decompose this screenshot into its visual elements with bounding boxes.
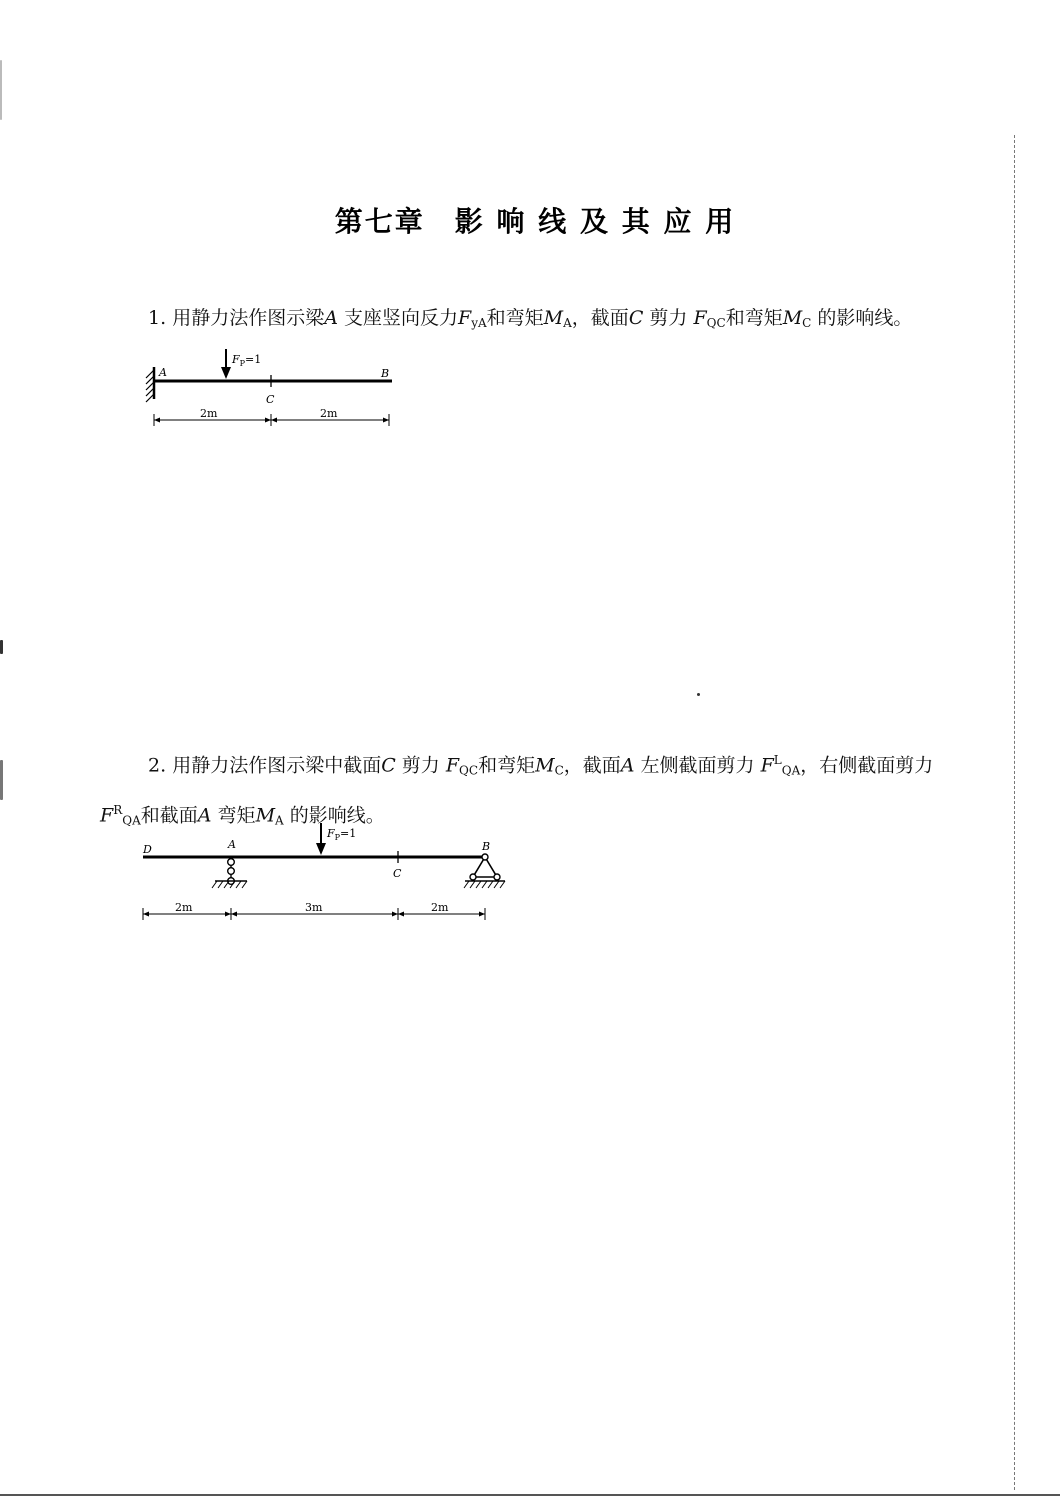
text: 左侧截面剪力	[640, 754, 755, 777]
symbol: M	[255, 804, 276, 827]
symbol: F	[693, 307, 707, 329]
label-D: D	[143, 843, 152, 856]
text: 剪力	[649, 307, 688, 329]
text: 支座竖向反力	[343, 307, 458, 329]
label-C: C	[266, 393, 275, 406]
subscript: A	[563, 316, 572, 330]
problem-1-beam-diagram	[140, 345, 410, 440]
problem-1-text	[148, 298, 998, 343]
pin-support-B	[464, 854, 505, 888]
roller-support-A	[212, 859, 247, 888]
symbol: F	[458, 307, 472, 329]
text: ，截面	[563, 754, 621, 777]
text: 和弯矩	[486, 307, 544, 329]
symbol: C	[381, 754, 396, 777]
scan-speck	[0, 760, 3, 800]
text: 用静力法作图示梁中截面	[172, 754, 382, 777]
text: 和弯矩	[478, 754, 536, 777]
text: 剪力	[401, 754, 440, 777]
label-A: A	[228, 838, 236, 851]
text: 用静力法作图示梁	[172, 307, 325, 329]
label-B: B	[482, 840, 491, 853]
text: 弯矩	[217, 804, 256, 827]
label-C: C	[393, 867, 402, 880]
superscript: L	[773, 753, 782, 767]
problem-number: 1.	[148, 307, 167, 329]
dim-AC: 2m	[200, 407, 218, 420]
dim-AC: 3m	[305, 901, 323, 914]
subscript: QA	[122, 813, 141, 828]
subscript: yA	[471, 316, 487, 330]
chapter-number: 第七章	[334, 205, 425, 238]
scan-speck	[697, 693, 700, 696]
text: 和截面	[140, 804, 198, 827]
symbol: F	[100, 804, 114, 827]
symbol: M	[543, 307, 564, 329]
problem-number: 2.	[148, 754, 167, 777]
subscript: QA	[781, 763, 801, 778]
subscript: QC	[459, 763, 479, 778]
problem-2-beam-diagram	[135, 815, 515, 930]
symbol: A	[620, 754, 635, 777]
page-bottom-rule	[0, 1494, 1060, 1496]
symbol: A	[324, 307, 338, 329]
load-label: $F_P=1$	[232, 353, 262, 368]
load-label: $F_P=1$	[327, 827, 357, 842]
scan-speck	[0, 640, 3, 654]
subscript: QC	[706, 316, 726, 330]
dim-CB: 2m	[431, 901, 449, 914]
text: 的影响线。	[817, 307, 913, 329]
chapter-title	[0, 200, 1060, 240]
dim-CB: 2m	[320, 407, 338, 420]
symbol: M	[535, 754, 555, 777]
chapter-topic: 影 响 线 及 其 应 用	[454, 205, 736, 238]
binding-cut-line	[1014, 135, 1015, 1490]
subscript: C	[802, 316, 812, 330]
load-arrow-head	[316, 843, 326, 855]
symbol: F	[760, 754, 774, 777]
label-B: B	[381, 367, 390, 380]
scan-speck	[0, 60, 2, 120]
superscript: R	[113, 803, 123, 818]
load-arrow-head	[221, 367, 231, 379]
text: ，右侧截面剪力	[800, 754, 934, 777]
symbol: F	[445, 754, 460, 777]
text: 的影响线。	[289, 804, 385, 827]
dim-DA: 2m	[175, 901, 193, 914]
subscript: C	[554, 763, 564, 778]
symbol: C	[628, 307, 644, 329]
label-A: A	[159, 366, 167, 379]
symbol: A	[197, 804, 212, 827]
text: 和弯矩	[725, 307, 783, 329]
subscript: A	[275, 813, 284, 828]
text: ，截面	[571, 307, 629, 329]
symbol: M	[782, 307, 803, 329]
